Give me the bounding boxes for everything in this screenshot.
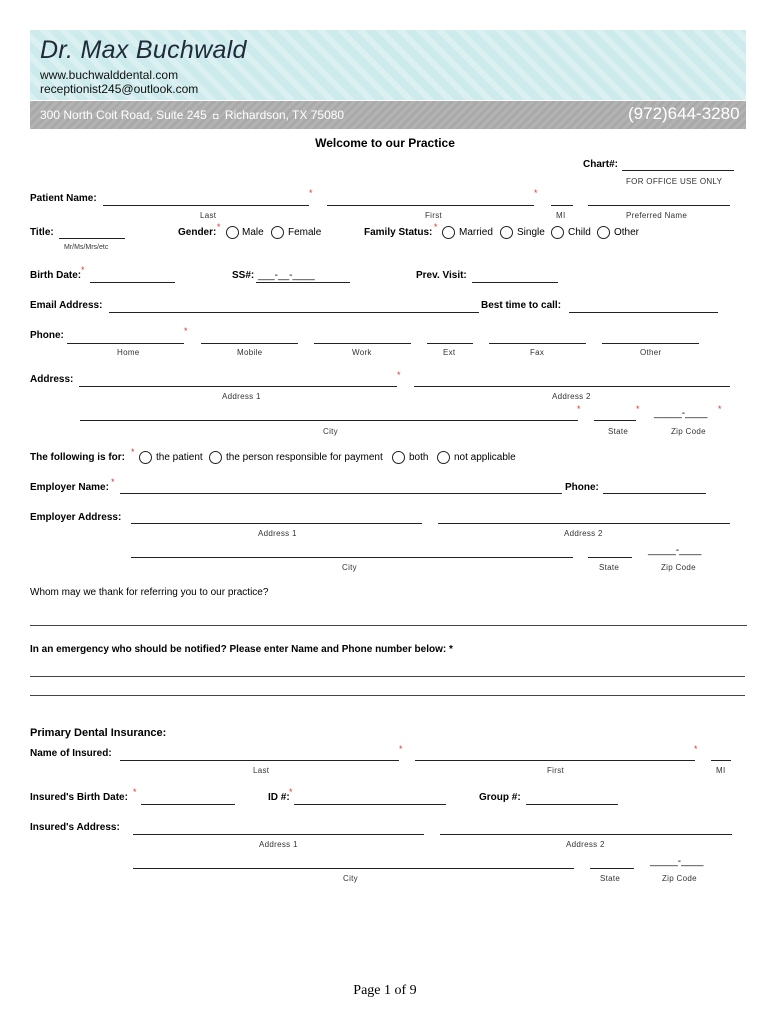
employer-phone-label: Phone: (565, 482, 599, 493)
required-mark: * (309, 188, 313, 198)
title-hint: Mr/Ms/Mrs/etc (64, 244, 109, 251)
insurance-heading: Primary Dental Insurance: (30, 727, 167, 739)
ss-label: SS#: (232, 270, 255, 281)
required-mark: * (131, 447, 135, 457)
insured-birth-label: Insured's Birth Date: (30, 792, 128, 803)
insured-id-label: ID #: (268, 792, 290, 803)
insured-mi-input[interactable] (711, 760, 731, 761)
required-mark: * (434, 222, 438, 232)
employer-zip-input[interactable]: _____-____ (648, 545, 702, 556)
required-mark: * (133, 787, 137, 797)
other-caption: Other (640, 348, 662, 357)
single-label: Single (517, 227, 545, 238)
insured-last-caption: Last (253, 766, 270, 775)
employer-city-caption: City (342, 563, 357, 572)
required-mark: * (289, 787, 293, 797)
phone-fax-input[interactable] (489, 343, 586, 344)
child-label: Child (568, 227, 591, 238)
insured-address-label: Insured's Address: (30, 822, 120, 833)
group-label: Group #: (479, 792, 521, 803)
ss-underline (256, 282, 350, 283)
office-phone: (972)644-3280 (628, 104, 740, 123)
phone-other-input[interactable] (602, 343, 699, 344)
insured-state-caption: State (600, 874, 621, 883)
male-label: Male (242, 227, 264, 238)
employer-name-input[interactable] (120, 493, 562, 494)
required-mark: * (184, 326, 188, 336)
insured-name-label: Name of Insured: (30, 748, 112, 759)
city-input[interactable] (80, 420, 578, 421)
married-label: Married (459, 227, 493, 238)
city-caption: City (323, 427, 338, 436)
insured-address1-caption: Address 1 (259, 840, 298, 849)
employer-zip-caption: Zip Code (661, 563, 696, 572)
insured-first-caption: First (547, 766, 565, 775)
office-city: Richardson, TX 75080 (224, 108, 345, 122)
emergency-input-1[interactable] (30, 676, 745, 677)
phone-home-input[interactable] (67, 343, 184, 344)
insured-address2-input[interactable] (440, 834, 732, 835)
referral-input[interactable] (30, 625, 747, 626)
office-email: receptionist245@outlook.com (40, 82, 199, 96)
family-married-radio[interactable] (442, 226, 455, 239)
insured-address1-input[interactable] (133, 834, 424, 835)
chart-input[interactable] (622, 170, 734, 171)
insured-zip-caption: Zip Code (662, 874, 697, 883)
insured-id-input[interactable] (294, 804, 446, 805)
mobile-caption: Mobile (237, 348, 263, 357)
prev-visit-input[interactable] (472, 282, 558, 283)
mi-caption: MI (556, 211, 566, 220)
required-mark: * (718, 404, 722, 414)
required-mark: * (397, 370, 401, 380)
address-label: Address: (30, 374, 74, 385)
insured-city-input[interactable] (133, 868, 574, 869)
office-use-note: FOR OFFICE USE ONLY (626, 177, 723, 186)
title-label: Title: (30, 227, 54, 238)
home-caption: Home (117, 348, 140, 357)
phone-mobile-input[interactable] (201, 343, 298, 344)
required-mark: * (217, 222, 221, 232)
ss-input[interactable]: ___-__-____ (258, 270, 315, 281)
for-na-radio[interactable] (437, 451, 450, 464)
email-input[interactable] (109, 312, 479, 313)
fax-caption: Fax (530, 348, 545, 357)
state-input[interactable] (594, 420, 636, 421)
gender-female-radio[interactable] (271, 226, 284, 239)
employer-address1-input[interactable] (131, 523, 422, 524)
required-mark: * (111, 477, 115, 487)
first-caption: First (425, 211, 443, 220)
email-label: Email Address: (30, 300, 103, 311)
employer-state-input[interactable] (588, 557, 632, 558)
address1-caption: Address 1 (222, 392, 261, 401)
form-title: Welcome to our Practice (315, 136, 455, 150)
employer-phone-input[interactable] (603, 493, 706, 494)
title-input[interactable] (59, 238, 125, 239)
emergency-input-2[interactable] (30, 695, 745, 696)
ext-caption: Ext (443, 348, 456, 357)
female-label: Female (288, 227, 322, 238)
birth-date-label: Birth Date: (30, 270, 82, 281)
employer-address2-input[interactable] (438, 523, 730, 524)
required-mark: * (577, 404, 581, 414)
following-label: The following is for: (30, 452, 125, 463)
office-street: 300 North Coit Road, Suite 245 (40, 108, 207, 122)
doctor-name: Dr. Max Buchwald (40, 36, 247, 64)
for-patient-label: the patient (156, 452, 203, 463)
insured-mi-caption: MI (716, 766, 726, 775)
for-responsible-label: the person responsible for payment (226, 452, 383, 463)
prev-visit-label: Prev. Visit: (416, 270, 467, 281)
employer-name-label: Employer Name: (30, 482, 109, 493)
for-both-radio[interactable] (392, 451, 405, 464)
for-responsible-radio[interactable] (209, 451, 222, 464)
for-na-label: not applicable (454, 452, 516, 463)
last-caption: Last (200, 211, 217, 220)
employer-address2-caption: Address 2 (564, 529, 603, 538)
patient-first-input[interactable] (327, 205, 534, 206)
chart-label: Chart#: (583, 159, 619, 170)
required-mark: * (694, 744, 698, 754)
separator-icon: ◘ (213, 111, 219, 121)
insured-last-input[interactable] (120, 760, 399, 761)
for-both-label: both (409, 452, 429, 463)
family-status-label: Family Status: (364, 227, 433, 238)
zip-input[interactable]: _____-____ (654, 408, 708, 419)
family-other-radio[interactable] (597, 226, 610, 239)
insured-zip-input[interactable]: _____-____ (650, 856, 704, 867)
gender-male-radio[interactable] (226, 226, 239, 239)
employer-state-caption: State (599, 563, 620, 572)
address2-caption: Address 2 (552, 392, 591, 401)
website: www.buchwalddental.com (40, 68, 179, 82)
birth-date-input[interactable] (90, 282, 175, 283)
address2-input[interactable] (414, 386, 730, 387)
preferred-name-input[interactable] (588, 205, 730, 206)
page-number: Page 1 of 9 (353, 983, 417, 998)
employer-address-label: Employer Address: (30, 512, 122, 523)
for-patient-radio[interactable] (139, 451, 152, 464)
phone-label: Phone: (30, 330, 64, 341)
group-input[interactable] (526, 804, 618, 805)
referral-question: Whom may we thank for referring you to our practice? (30, 587, 269, 598)
insured-state-input[interactable] (590, 868, 634, 869)
required-mark: * (534, 188, 538, 198)
patient-name-label: Patient Name: (30, 193, 97, 204)
other-label: Other (614, 227, 640, 238)
employer-city-input[interactable] (131, 557, 573, 558)
patient-mi-input[interactable] (551, 205, 573, 206)
phone-ext-input[interactable] (427, 343, 473, 344)
best-time-input[interactable] (569, 312, 718, 313)
best-time-label: Best time to call: (481, 300, 562, 311)
phone-work-input[interactable] (314, 343, 411, 344)
insured-first-input[interactable] (415, 760, 695, 761)
address1-input[interactable] (79, 386, 397, 387)
insured-address2-caption: Address 2 (566, 840, 605, 849)
required-mark: * (399, 744, 403, 754)
office-address (40, 108, 344, 122)
insured-birth-input[interactable] (141, 804, 235, 805)
required-mark: * (81, 265, 85, 275)
preferred-caption: Preferred Name (626, 211, 688, 220)
state-caption: State (608, 427, 629, 436)
patient-last-input[interactable] (103, 205, 309, 206)
family-single-radio[interactable] (500, 226, 513, 239)
emergency-question: In an emergency who should be notified? Please enter Name and Phone number below: * (30, 644, 453, 655)
required-mark: * (636, 404, 640, 414)
employer-address1-caption: Address 1 (258, 529, 297, 538)
insured-city-caption: City (343, 874, 358, 883)
gender-label: Gender: (178, 227, 217, 238)
zip-caption: Zip Code (671, 427, 706, 436)
family-child-radio[interactable] (551, 226, 564, 239)
work-caption: Work (352, 348, 372, 357)
